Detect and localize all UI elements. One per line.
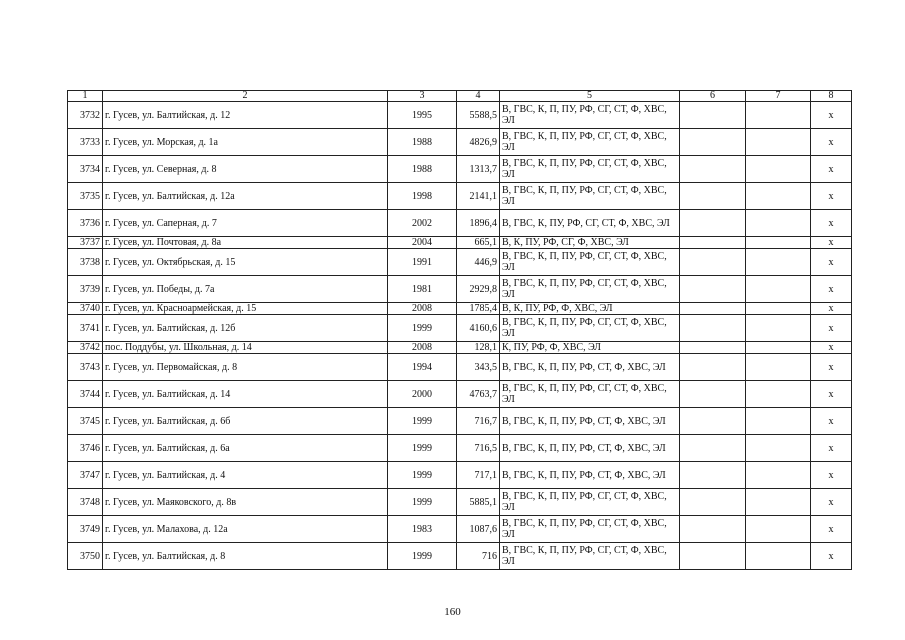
cell-area: 343,5 [457, 354, 500, 381]
cell-year: 2004 [388, 237, 457, 249]
cell-mark: x [811, 354, 852, 381]
cell-year: 1983 [388, 516, 457, 543]
cell-col-6 [680, 183, 746, 210]
cell-year: 1998 [388, 183, 457, 210]
cell-area: 1896,4 [457, 210, 500, 237]
cell-mark: x [811, 435, 852, 462]
cell-col-6 [680, 354, 746, 381]
cell-year: 1994 [388, 354, 457, 381]
cell-area: 716,5 [457, 435, 500, 462]
cell-mark: x [811, 408, 852, 435]
cell-area: 128,1 [457, 342, 500, 354]
table-row [68, 381, 852, 408]
cell-systems: К, ПУ, РФ, Ф, ХВС, ЭЛ [500, 342, 680, 354]
cell-col-6 [680, 543, 746, 570]
cell-area: 1087,6 [457, 516, 500, 543]
cell-address: г. Гусев, ул. Малахова, д. 12а [103, 516, 388, 543]
cell-systems: В, ГВС, К, П, ПУ, РФ, СГ, СТ, Ф, ХВС, ЭЛ [500, 156, 680, 183]
cell-address: г. Гусев, ул. Балтийская, д. 4 [103, 462, 388, 489]
cell-number: 3748 [68, 489, 103, 516]
cell-number: 3734 [68, 156, 103, 183]
cell-mark: x [811, 381, 852, 408]
cell-systems: В, ГВС, К, П, ПУ, РФ, СГ, СТ, Ф, ХВС, ЭЛ [500, 315, 680, 342]
cell-col-7 [746, 381, 811, 408]
cell-col-6 [680, 102, 746, 129]
cell-col-7 [746, 489, 811, 516]
header-col-1: 1 [68, 91, 103, 102]
cell-address: г. Гусев, ул. Балтийская, д. 12б [103, 315, 388, 342]
cell-col-6 [680, 516, 746, 543]
table-row [68, 489, 852, 516]
cell-mark: x [811, 210, 852, 237]
cell-systems: В, ГВС, К, П, ПУ, РФ, СГ, СТ, Ф, ХВС, ЭЛ [500, 489, 680, 516]
cell-mark: x [811, 342, 852, 354]
header-col-2: 2 [103, 91, 388, 102]
cell-area: 5885,1 [457, 489, 500, 516]
cell-address: г. Гусев, ул. Балтийская, д. 8 [103, 543, 388, 570]
cell-number: 3744 [68, 381, 103, 408]
cell-mark: x [811, 183, 852, 210]
cell-systems: В, ГВС, К, П, ПУ, РФ, СТ, Ф, ХВС, ЭЛ [500, 462, 680, 489]
cell-systems: В, ГВС, К, П, ПУ, РФ, СТ, Ф, ХВС, ЭЛ [500, 354, 680, 381]
cell-area: 446,9 [457, 249, 500, 276]
table-row [68, 462, 852, 489]
cell-area: 2141,1 [457, 183, 500, 210]
cell-col-6 [680, 237, 746, 249]
header-col-3: 3 [388, 91, 457, 102]
cell-col-6 [680, 276, 746, 303]
header-col-7: 7 [746, 91, 811, 102]
cell-mark: x [811, 276, 852, 303]
cell-col-7 [746, 102, 811, 129]
cell-address: г. Гусев, ул. Саперная, д. 7 [103, 210, 388, 237]
table-row [68, 156, 852, 183]
cell-area: 5588,5 [457, 102, 500, 129]
cell-area: 716 [457, 543, 500, 570]
cell-col-6 [680, 489, 746, 516]
cell-mark: x [811, 129, 852, 156]
page-number: 160 [444, 606, 461, 618]
cell-systems: В, К, ПУ, РФ, Ф, ХВС, ЭЛ [500, 303, 680, 315]
cell-col-7 [746, 315, 811, 342]
cell-mark: x [811, 249, 852, 276]
cell-col-7 [746, 354, 811, 381]
cell-number: 3745 [68, 408, 103, 435]
cell-number: 3735 [68, 183, 103, 210]
cell-mark: x [811, 516, 852, 543]
table-row [68, 129, 852, 156]
cell-year: 2008 [388, 303, 457, 315]
cell-number: 3733 [68, 129, 103, 156]
cell-col-6 [680, 462, 746, 489]
cell-year: 1988 [388, 156, 457, 183]
cell-col-6 [680, 315, 746, 342]
table-row [68, 303, 852, 315]
cell-address: г. Гусев, ул. Балтийская, д. 12а [103, 183, 388, 210]
cell-area: 4763,7 [457, 381, 500, 408]
cell-col-6 [680, 210, 746, 237]
cell-mark: x [811, 156, 852, 183]
table-row [68, 315, 852, 342]
cell-number: 3737 [68, 237, 103, 249]
cell-col-7 [746, 462, 811, 489]
cell-area: 2929,8 [457, 276, 500, 303]
cell-col-7 [746, 237, 811, 249]
cell-year: 1991 [388, 249, 457, 276]
cell-col-6 [680, 303, 746, 315]
cell-address: г. Гусев, ул. Первомайская, д. 8 [103, 354, 388, 381]
cell-number: 3746 [68, 435, 103, 462]
table-row [68, 543, 852, 570]
cell-year: 2000 [388, 381, 457, 408]
table-row [68, 249, 852, 276]
cell-systems: В, ГВС, К, П, ПУ, РФ, СТ, Ф, ХВС, ЭЛ [500, 408, 680, 435]
table-row [68, 342, 852, 354]
cell-number: 3750 [68, 543, 103, 570]
cell-mark: x [811, 543, 852, 570]
cell-mark: x [811, 237, 852, 249]
cell-number: 3732 [68, 102, 103, 129]
header-col-4: 4 [457, 91, 500, 102]
cell-address: г. Гусев, ул. Северная, д. 8 [103, 156, 388, 183]
cell-area: 665,1 [457, 237, 500, 249]
cell-area: 717,1 [457, 462, 500, 489]
registry-table [67, 90, 852, 570]
header-col-6: 6 [680, 91, 746, 102]
cell-col-7 [746, 342, 811, 354]
table-body [68, 102, 852, 570]
table-row [68, 210, 852, 237]
cell-address: г. Гусев, ул. Балтийская, д. 6а [103, 435, 388, 462]
cell-number: 3743 [68, 354, 103, 381]
header-col-8: 8 [811, 91, 852, 102]
cell-number: 3749 [68, 516, 103, 543]
cell-year: 2008 [388, 342, 457, 354]
cell-mark: x [811, 462, 852, 489]
cell-col-7 [746, 210, 811, 237]
cell-systems: В, ГВС, К, П, ПУ, РФ, СГ, СТ, Ф, ХВС, ЭЛ [500, 249, 680, 276]
cell-col-7 [746, 276, 811, 303]
cell-systems: В, ГВС, К, П, ПУ, РФ, СТ, Ф, ХВС, ЭЛ [500, 435, 680, 462]
cell-systems: В, ГВС, К, ПУ, РФ, СГ, СТ, Ф, ХВС, ЭЛ [500, 210, 680, 237]
cell-year: 1999 [388, 543, 457, 570]
cell-address: г. Гусев, ул. Балтийская, д. 14 [103, 381, 388, 408]
cell-year: 1988 [388, 129, 457, 156]
cell-col-7 [746, 543, 811, 570]
cell-systems: В, ГВС, К, П, ПУ, РФ, СГ, СТ, Ф, ХВС, ЭЛ [500, 516, 680, 543]
cell-systems: В, ГВС, К, П, ПУ, РФ, СГ, СТ, Ф, ХВС, ЭЛ [500, 129, 680, 156]
cell-year: 1981 [388, 276, 457, 303]
cell-mark: x [811, 102, 852, 129]
cell-address: г. Гусев, ул. Балтийская, д. 12 [103, 102, 388, 129]
table-row [68, 435, 852, 462]
cell-number: 3736 [68, 210, 103, 237]
cell-col-6 [680, 249, 746, 276]
table-row [68, 102, 852, 129]
cell-address: г. Гусев, ул. Победы, д. 7а [103, 276, 388, 303]
cell-systems: В, ГВС, К, П, ПУ, РФ, СГ, СТ, Ф, ХВС, ЭЛ [500, 183, 680, 210]
cell-mark: x [811, 315, 852, 342]
cell-systems: В, К, ПУ, РФ, СГ, Ф, ХВС, ЭЛ [500, 237, 680, 249]
cell-systems: В, ГВС, К, П, ПУ, РФ, СГ, СТ, Ф, ХВС, ЭЛ [500, 276, 680, 303]
cell-col-7 [746, 156, 811, 183]
cell-address: пос. Поддубы, ул. Школьная, д. 14 [103, 342, 388, 354]
cell-mark: x [811, 303, 852, 315]
cell-col-7 [746, 183, 811, 210]
cell-col-7 [746, 435, 811, 462]
cell-col-6 [680, 435, 746, 462]
cell-year: 1999 [388, 489, 457, 516]
cell-area: 1313,7 [457, 156, 500, 183]
header-row [68, 91, 852, 102]
cell-address: г. Гусев, ул. Морская, д. 1а [103, 129, 388, 156]
cell-col-7 [746, 129, 811, 156]
cell-number: 3742 [68, 342, 103, 354]
header-col-5: 5 [500, 91, 680, 102]
cell-col-7 [746, 516, 811, 543]
cell-systems: В, ГВС, К, П, ПУ, РФ, СГ, СТ, Ф, ХВС, ЭЛ [500, 381, 680, 408]
cell-address: г. Гусев, ул. Маяковского, д. 8в [103, 489, 388, 516]
cell-number: 3741 [68, 315, 103, 342]
table-row [68, 237, 852, 249]
cell-mark: x [811, 489, 852, 516]
cell-area: 716,7 [457, 408, 500, 435]
cell-year: 1999 [388, 408, 457, 435]
cell-col-6 [680, 408, 746, 435]
cell-year: 1999 [388, 435, 457, 462]
cell-col-6 [680, 129, 746, 156]
cell-area: 4160,6 [457, 315, 500, 342]
cell-col-6 [680, 156, 746, 183]
cell-area: 1785,4 [457, 303, 500, 315]
table-row [68, 516, 852, 543]
cell-number: 3739 [68, 276, 103, 303]
cell-year: 1995 [388, 102, 457, 129]
table-row [68, 183, 852, 210]
cell-address: г. Гусев, ул. Красноармейская, д. 15 [103, 303, 388, 315]
cell-col-7 [746, 408, 811, 435]
cell-number: 3738 [68, 249, 103, 276]
cell-address: г. Гусев, ул. Почтовая, д. 8а [103, 237, 388, 249]
cell-year: 1999 [388, 462, 457, 489]
cell-col-6 [680, 342, 746, 354]
table-row [68, 408, 852, 435]
cell-address: г. Гусев, ул. Балтийская, д. 6б [103, 408, 388, 435]
cell-col-6 [680, 381, 746, 408]
table-row [68, 276, 852, 303]
cell-number: 3740 [68, 303, 103, 315]
cell-year: 1999 [388, 315, 457, 342]
cell-col-7 [746, 303, 811, 315]
cell-area: 4826,9 [457, 129, 500, 156]
cell-number: 3747 [68, 462, 103, 489]
cell-systems: В, ГВС, К, П, ПУ, РФ, СГ, СТ, Ф, ХВС, ЭЛ [500, 543, 680, 570]
cell-col-7 [746, 249, 811, 276]
cell-year: 2002 [388, 210, 457, 237]
table-row [68, 354, 852, 381]
cell-address: г. Гусев, ул. Октябрьская, д. 15 [103, 249, 388, 276]
cell-systems: В, ГВС, К, П, ПУ, РФ, СГ, СТ, Ф, ХВС, ЭЛ [500, 102, 680, 129]
